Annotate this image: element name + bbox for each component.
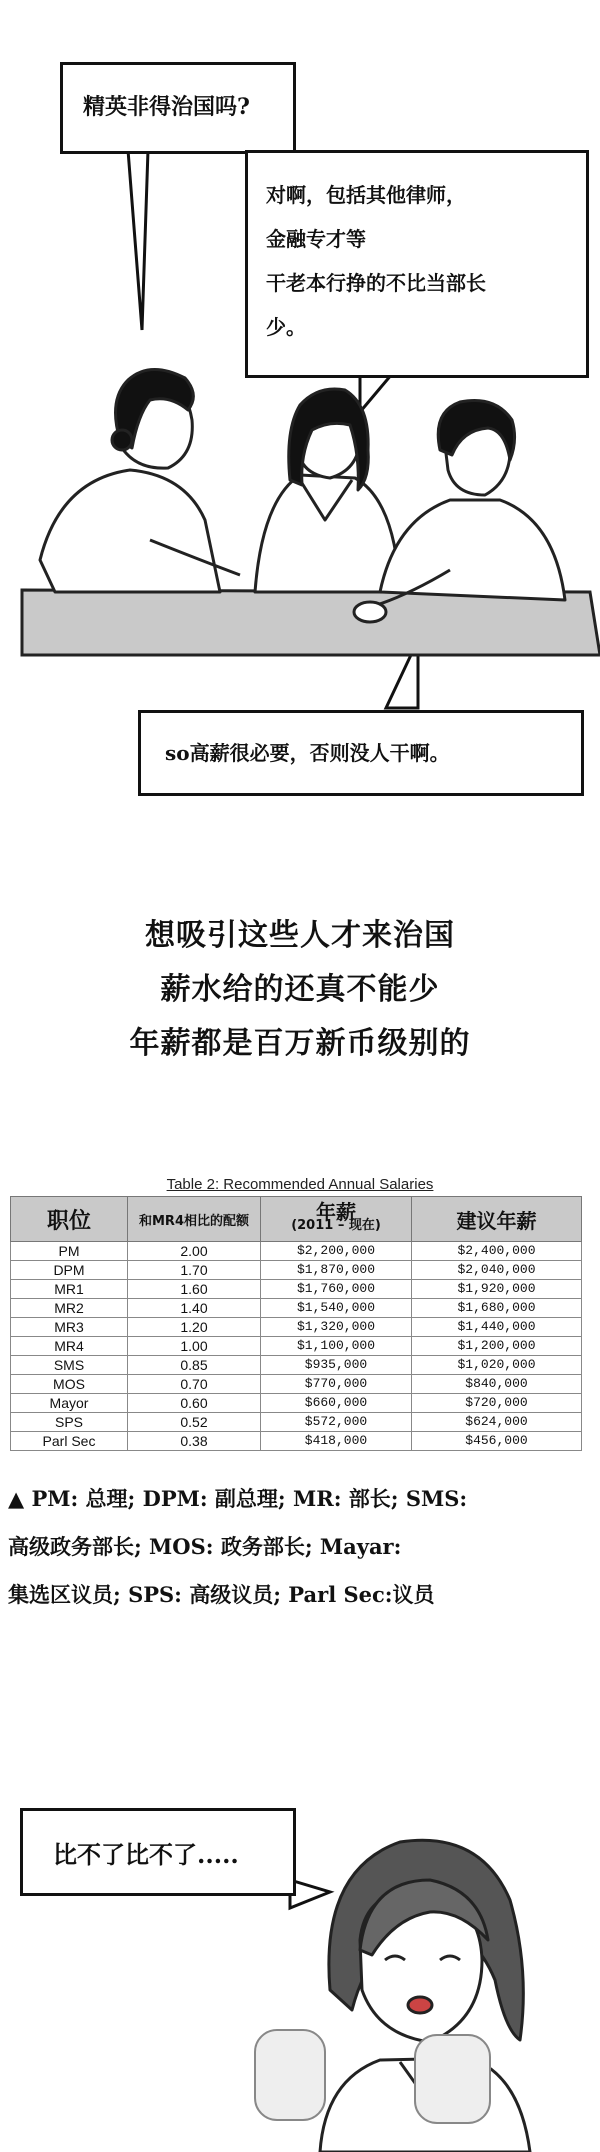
cell-position: MR4 — [11, 1337, 128, 1356]
bubble-tail-refuse — [290, 1880, 330, 1908]
cell-ratio: 1.40 — [128, 1299, 261, 1318]
bubble-so-text: so高薪很必要，否则没人干啊。 — [165, 741, 450, 765]
header-salary-title: 年薪 — [316, 1200, 356, 1224]
note-line-2: 高级政务部长; MOS: 政务部长; Mayar: — [8, 1534, 402, 1559]
headline-line-2: 薪水给的还真不能少 — [160, 972, 440, 1007]
table-row — [11, 1337, 582, 1356]
cell-ratio: 1.60 — [128, 1280, 261, 1299]
headline-line-3: 年薪都是百万新币级别的 — [129, 1026, 471, 1061]
note-line-3: 集选区议员; SPS: 高级议员; Parl Sec:议员 — [8, 1582, 435, 1607]
table-row — [11, 1356, 582, 1375]
table-row — [11, 1394, 582, 1413]
cell-salary: $1,760,000 — [261, 1280, 412, 1299]
speech-bubble-so — [138, 710, 584, 796]
meeting-table — [22, 590, 600, 655]
table-row — [11, 1375, 582, 1394]
cell-position: MR3 — [11, 1318, 128, 1337]
cell-salary: $660,000 — [261, 1394, 412, 1413]
cell-salary: $572,000 — [261, 1413, 412, 1432]
man-right-illustration — [354, 400, 565, 622]
cell-salary: $935,000 — [261, 1356, 412, 1375]
table-row — [11, 1318, 582, 1337]
cell-proposed: $840,000 — [412, 1375, 582, 1394]
woman-middle-illustration — [255, 389, 400, 592]
cell-proposed: $1,020,000 — [412, 1356, 582, 1375]
bubble-tail-answer — [360, 374, 392, 412]
cell-position: Mayor — [11, 1394, 128, 1413]
headline-line-1: 想吸引这些人才来治国 — [145, 918, 455, 953]
cell-proposed: $1,680,000 — [412, 1299, 582, 1318]
cell-position: MOS — [11, 1375, 128, 1394]
cell-ratio: 2.00 — [128, 1242, 261, 1261]
table-row — [11, 1432, 582, 1451]
cell-salary: $1,100,000 — [261, 1337, 412, 1356]
table-row — [11, 1413, 582, 1432]
cell-position: PM — [11, 1242, 128, 1261]
cell-position: MR1 — [11, 1280, 128, 1299]
bubble-refuse-text: 比不了比不了..... — [53, 1840, 239, 1869]
cell-salary: $1,870,000 — [261, 1261, 412, 1280]
woman-left-illustration — [40, 369, 240, 592]
cell-proposed: $720,000 — [412, 1394, 582, 1413]
cell-ratio: 0.38 — [128, 1432, 261, 1451]
cell-ratio: 1.70 — [128, 1261, 261, 1280]
cell-ratio: 0.60 — [128, 1394, 261, 1413]
bubble-tail-question — [128, 150, 148, 330]
cell-proposed: $1,920,000 — [412, 1280, 582, 1299]
speech-bubble-answer — [245, 150, 589, 378]
cell-salary: $770,000 — [261, 1375, 412, 1394]
header-position: 职位 — [11, 1197, 128, 1242]
cell-position: MR2 — [11, 1299, 128, 1318]
bubble-question-text: 精英非得治国吗? — [83, 94, 250, 120]
cell-salary: $2,200,000 — [261, 1242, 412, 1261]
cell-ratio: 0.52 — [128, 1413, 261, 1432]
header-ratio: 和MR4相比的配额 — [128, 1197, 261, 1242]
cell-salary: $418,000 — [261, 1432, 412, 1451]
table-header-row — [11, 1197, 582, 1242]
table-row — [11, 1280, 582, 1299]
cell-ratio: 0.85 — [128, 1356, 261, 1375]
cell-position: DPM — [11, 1261, 128, 1280]
speech-bubble-refuse — [20, 1808, 296, 1896]
table-row — [11, 1261, 582, 1280]
salary-table — [10, 1196, 582, 1451]
cell-salary: $1,540,000 — [261, 1299, 412, 1318]
cell-position: SPS — [11, 1413, 128, 1432]
header-salary-period: (2011 – 现在) — [291, 1218, 381, 1233]
speech-bubble-question — [60, 62, 296, 154]
bubble-answer-text: 对啊，包括其他律师， 金融专才等 干老本行挣的不比当部长 少。 — [266, 183, 486, 339]
cell-position: Parl Sec — [11, 1432, 128, 1451]
table-row — [11, 1299, 582, 1318]
salary-table-body — [11, 1242, 582, 1451]
cell-salary: $1,320,000 — [261, 1318, 412, 1337]
cell-proposed: $1,440,000 — [412, 1318, 582, 1337]
cell-proposed: $1,200,000 — [412, 1337, 582, 1356]
note-line-1: ▲ PM: 总理; DPM: 副总理; MR: 部长; SMS: — [8, 1486, 468, 1511]
header-proposed: 建议年薪 — [412, 1197, 582, 1242]
table-caption: Table 2: Recommended Annual Salaries — [166, 1176, 434, 1193]
cell-proposed: $624,000 — [412, 1413, 582, 1432]
cell-proposed: $2,040,000 — [412, 1261, 582, 1280]
cell-position: SMS — [11, 1356, 128, 1375]
header-salary — [261, 1197, 412, 1242]
cell-proposed: $2,400,000 — [412, 1242, 582, 1261]
table-row — [11, 1242, 582, 1261]
cell-proposed: $456,000 — [412, 1432, 582, 1451]
cell-ratio: 1.00 — [128, 1337, 261, 1356]
cell-ratio: 0.70 — [128, 1375, 261, 1394]
cell-ratio: 1.20 — [128, 1318, 261, 1337]
